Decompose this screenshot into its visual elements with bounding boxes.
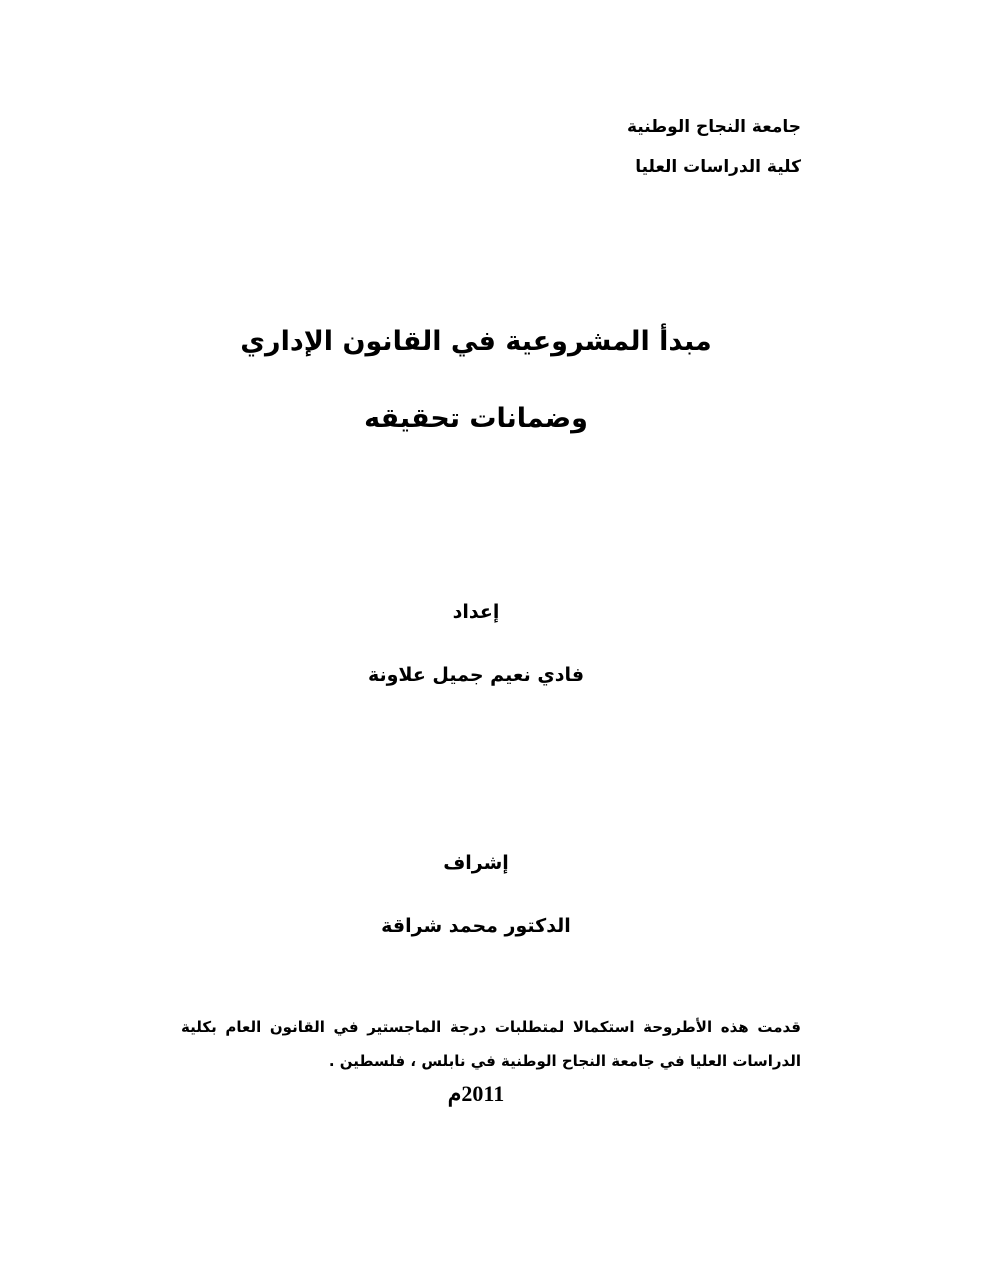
supervisor-name: الدكتور محمد شراقة <box>381 915 571 937</box>
prepared-by-label: إعداد <box>452 601 500 623</box>
faculty-name: كلية الدراسات العليا <box>635 157 801 177</box>
university-name: جامعة النجاح الوطنية <box>626 117 801 137</box>
thesis-year: 2011م <box>447 1081 505 1106</box>
author-name: فادي نعيم جميل علاونة <box>367 664 585 686</box>
thesis-title-line-1: مبدأ المشروعية في القانون الإداري <box>240 326 712 357</box>
supervision-label: إشراف <box>443 852 509 874</box>
submission-statement: قدمت هذه الأطروحة استكمالا لمتطلبات درجة الماجستير في القانون العام بكلية الدراسات العليا في جامعة النجاح الوطنية في نابلس ، فلسطين . <box>181 1018 801 1070</box>
thesis-title-line-2: وضمانات تحقيقه <box>364 403 588 434</box>
